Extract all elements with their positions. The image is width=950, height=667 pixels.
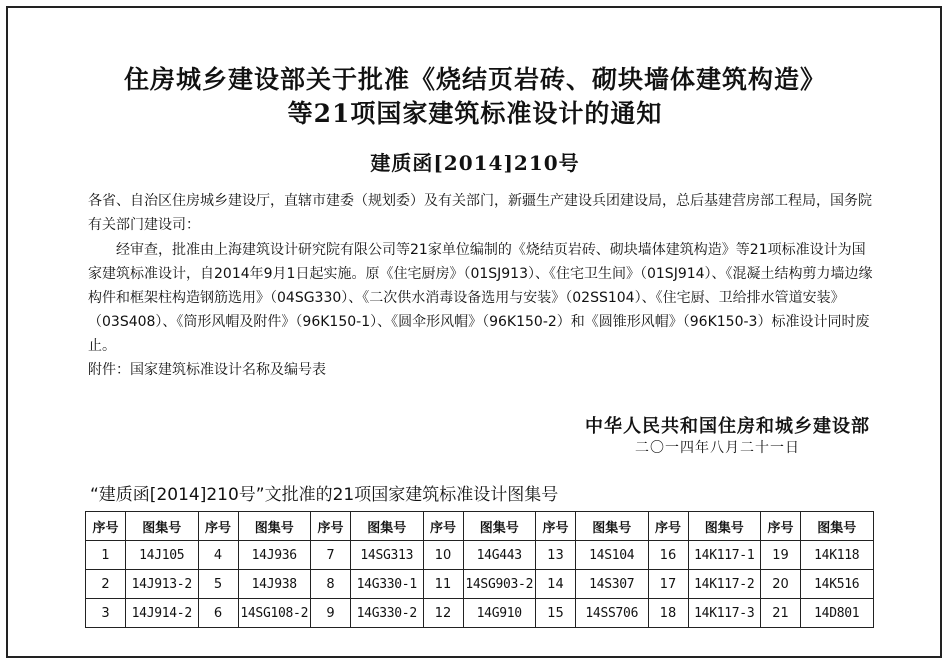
header-serial-number: 序号 — [86, 512, 126, 541]
serial-number-cell: 9 — [311, 599, 351, 628]
serial-number-cell: 3 — [86, 599, 126, 628]
table-header-row — [86, 512, 874, 541]
header-serial-number: 序号 — [648, 512, 688, 541]
header-atlas-number: 图集号 — [126, 512, 199, 541]
addressees — [88, 189, 878, 237]
header-serial-number: 序号 — [311, 512, 351, 541]
serial-number-cell: 4 — [198, 541, 238, 570]
serial-number-cell: 13 — [536, 541, 576, 570]
header-atlas-number: 图集号 — [576, 512, 649, 541]
notice-title-line-2: 等21项国家建筑标准设计的通知 — [287, 99, 663, 128]
notice-body — [88, 238, 878, 382]
atlas-number-cell: 14D801 — [801, 599, 874, 628]
serial-number-cell: 15 — [536, 599, 576, 628]
header-atlas-number: 图集号 — [688, 512, 761, 541]
header-atlas-number: 图集号 — [463, 512, 536, 541]
atlas-number-cell: 14K117-3 — [688, 599, 761, 628]
atlas-number-cell: 14G330-1 — [351, 570, 424, 599]
serial-number-cell: 18 — [648, 599, 688, 628]
serial-number-cell: 14 — [536, 570, 576, 599]
serial-number-cell: 19 — [761, 541, 801, 570]
header-serial-number: 序号 — [761, 512, 801, 541]
serial-number-cell: 12 — [423, 599, 463, 628]
header-serial-number: 序号 — [198, 512, 238, 541]
table-caption: “建质函[2014]210号”文批准的21项国家建筑标准设计图集号 — [90, 485, 559, 505]
atlas-number-cell: 14SG903-2 — [463, 570, 536, 599]
header-serial-number: 序号 — [536, 512, 576, 541]
atlas-number-cell: 14J938 — [238, 570, 311, 599]
table-row — [86, 570, 874, 599]
serial-number-cell: 21 — [761, 599, 801, 628]
serial-number-cell: 20 — [761, 570, 801, 599]
atlas-number-cell: 14SG108-2 — [238, 599, 311, 628]
atlas-number-cell: 14J913-2 — [126, 570, 199, 599]
serial-number-cell: 11 — [423, 570, 463, 599]
approval-paragraph: 经审查，批准由上海建筑设计研究院有限公司等21家单位编制的《烧结页岩砖、砌块墙体建筑构造》等21项标准设计为国家建筑标准设计，自2014年9月1日起实施。原《住宅厨房》（01SJ913）、《住宅卫生间》（01SJ914）、《混凝土结构剪力墙边缘构件和框架柱构造钢筋选用》（04SG330）、《二次供水消毒设备选用与安装》（02SS104）、《住宅厨、卫给排水管道安装》（03S408）、《筒形风帽及附件》（96K150-1）、《圆伞形风帽》（96K150-2）和《圆锥形风帽》（96K150-3）标准设计同时废止。 — [88, 242, 873, 354]
serial-number-cell: 2 — [86, 570, 126, 599]
serial-number-cell: 8 — [311, 570, 351, 599]
issuing-authority: 中华人民共和国住房和城乡建设部 — [585, 416, 870, 437]
serial-number-cell: 7 — [311, 541, 351, 570]
document-number: 建质函[2014]210号 — [370, 151, 580, 175]
notice-title-line-1: 住房城乡建设部关于批准《烧结页岩砖、砌块墙体建筑构造》 — [123, 65, 826, 94]
atlas-number-cell: 14G910 — [463, 599, 536, 628]
atlas-number-cell: 14SG313 — [351, 541, 424, 570]
atlas-number-cell: 14G330-2 — [351, 599, 424, 628]
atlas-number-cell: 14K117-2 — [688, 570, 761, 599]
header-atlas-number: 图集号 — [351, 512, 424, 541]
atlas-number-cell: 14K118 — [801, 541, 874, 570]
table-row — [86, 541, 874, 570]
serial-number-cell: 17 — [648, 570, 688, 599]
atlas-number-cell: 14S104 — [576, 541, 649, 570]
issue-date: 二〇一四年八月二十一日 — [635, 440, 800, 456]
serial-number-cell: 16 — [648, 541, 688, 570]
table-body — [86, 541, 874, 628]
atlas-number-cell: 14K516 — [801, 570, 874, 599]
atlas-number-cell: 14G443 — [463, 541, 536, 570]
attachment-line: 附件：国家建筑标准设计名称及编号表 — [88, 362, 326, 378]
header-serial-number: 序号 — [423, 512, 463, 541]
atlas-number-cell: 14K117-1 — [688, 541, 761, 570]
serial-number-cell: 5 — [198, 570, 238, 599]
table-row — [86, 599, 874, 628]
header-atlas-number: 图集号 — [238, 512, 311, 541]
serial-number-cell: 1 — [86, 541, 126, 570]
atlas-number-cell: 14J914-2 — [126, 599, 199, 628]
atlas-number-cell: 14J105 — [126, 541, 199, 570]
header-atlas-number: 图集号 — [801, 512, 874, 541]
serial-number-cell: 6 — [198, 599, 238, 628]
atlas-number-cell: 14S307 — [576, 570, 649, 599]
addressees-text: 各省、自治区住房城乡建设厅，直辖市建委（规划委）及有关部门，新疆生产建设兵团建设局，总后基建营房部工程局，国务院有关部门建设司： — [88, 193, 872, 233]
atlas-number-cell: 14J936 — [238, 541, 311, 570]
atlas-number-cell: 14SS706 — [576, 599, 649, 628]
standards-table — [85, 511, 874, 628]
serial-number-cell: 10 — [423, 541, 463, 570]
